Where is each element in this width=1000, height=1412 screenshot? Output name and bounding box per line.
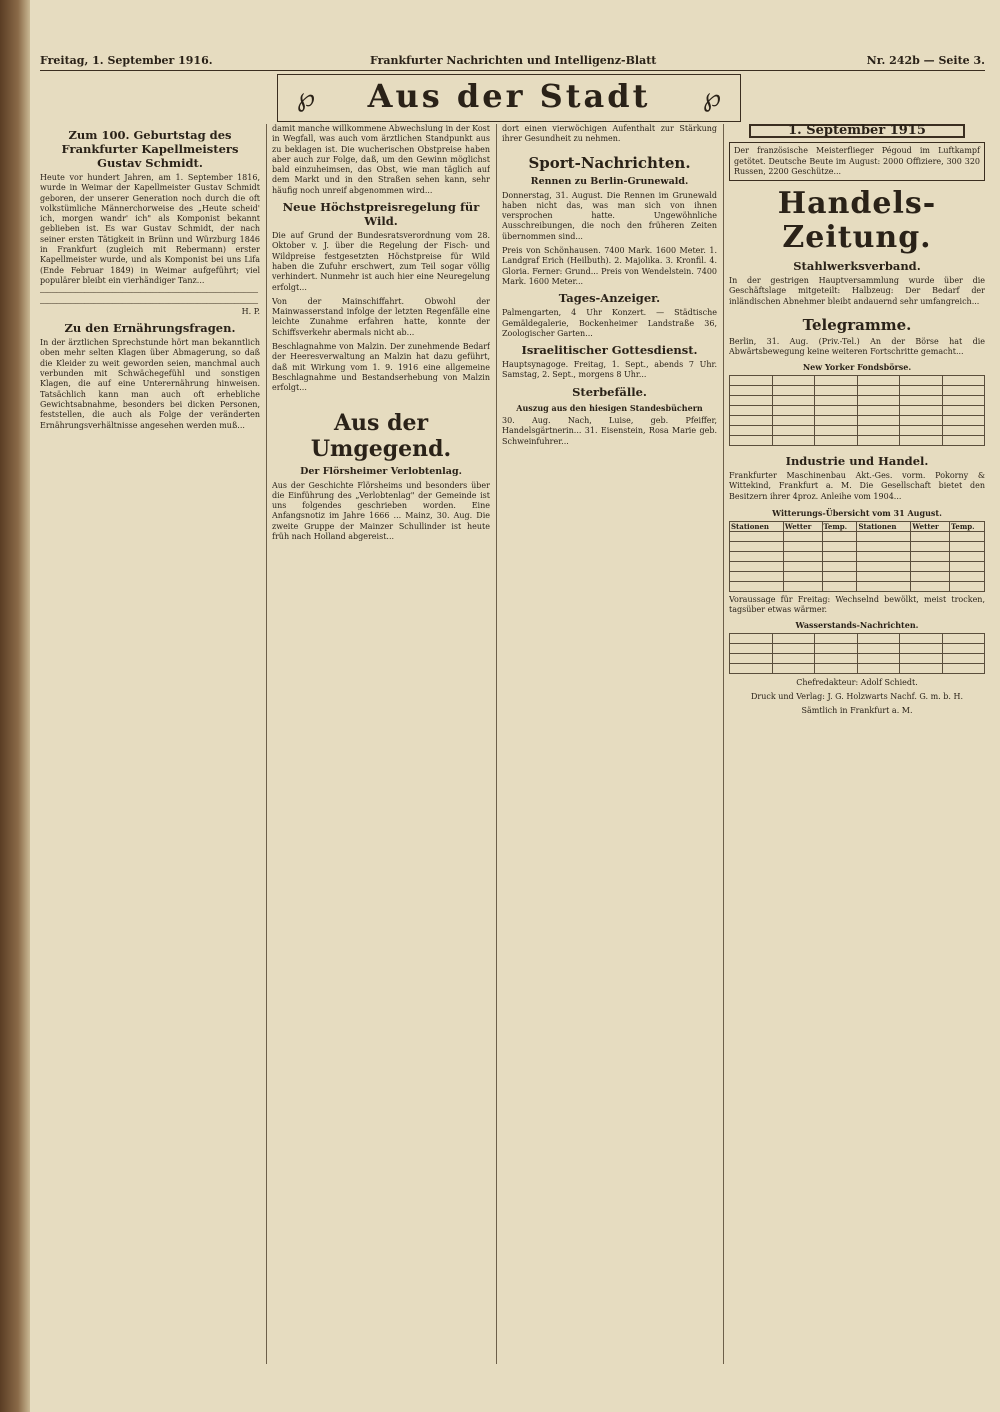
newspaper-page: [30, 0, 1000, 1412]
column-header: Temp.: [822, 522, 857, 532]
section-title: Aus der Stadt: [367, 77, 651, 115]
article-heading: Stahlwerksverband.: [793, 259, 921, 274]
column-2: [272, 124, 490, 1364]
column-3: [502, 124, 717, 1364]
header-publication: Frankfurter Nachrichten und Intelligenz-Blatt: [370, 54, 657, 67]
column-header: Stationen: [730, 522, 784, 532]
weather-forecast: Voraussage für Freitag: Wechselnd bewölkt, meist trocken, tagsüber etwas wärmer.: [729, 595, 985, 615]
page-header: [40, 54, 985, 70]
header-rule: [40, 70, 985, 71]
table-row: [730, 542, 985, 552]
column-header: Wetter: [911, 522, 950, 532]
article-heading: Industrie und Handel.: [785, 453, 929, 468]
section-heading: Aus der Umgegend.: [310, 409, 452, 462]
column-4: [729, 124, 985, 1364]
column-header: Wetter: [783, 522, 822, 532]
book-spine: [0, 0, 30, 1412]
table-title: New Yorker Fondsbörse.: [802, 361, 912, 372]
article-body: Die auf Grund der Bundesratsverordnung vom 28. Oktober v. J. über die Regelung der Fisch- und Wildpreise festgesetzten Höchstpreise für Wild haben die Zufuhr erschwert, zum Teil sogar völlig verhindert. Nunmehr ist auch hier eine Neuregelung erfolgt...: [272, 231, 490, 292]
column-header: Temp.: [949, 522, 984, 532]
table-row: [730, 634, 985, 644]
table-row: [730, 425, 985, 435]
article-body-continued: ــــــــــــــــــــــــــــــــــــــــــــــــــــــــــــــــــــــــــــــــــــــــــــــــــــــــــــــــــــــــــــــــــــــــــــــــــــــــــــــــــــــــــــــــــــــــــ: [40, 286, 258, 306]
table-row: [730, 435, 985, 445]
water-level-table: [729, 633, 985, 674]
article-body: Von der Mainschiffahrt. Obwohl der Mainwasserstand infolge der letzten Regenfälle eine leichte Zunahme erfahren hatte, konnte der Schiffsverkehr abermals nicht ab...: [272, 296, 490, 337]
article-heading: Israelitischer Gottesdienst.: [521, 343, 698, 358]
article-body: In der ärztlichen Sprechstunde hört man bekanntlich oben mehr selten Klagen über Abmagerung, so daß die Kleider zu weit geworden seien, manchmal auch verbunden mit Schwächegefühl und sonstigen Klagen, die auf eine Unterernährung hinweisen. Tatsächlich kann man auch oft erhebliche Gewichtsabnahme, besonders bei dicken Personen, feststellen, die auch als Folge der veränderten Ernährungsverhältnisse angesehen werden muß...: [40, 338, 260, 430]
article-body: Donnerstag, 31. August. Die Rennen im Grunewald haben nicht das, was man sich von ihnen versprochen hatte. Ungewöhnliche Ausschreibungen, die noch den früheren Zeiten übernommen sind...: [502, 190, 717, 241]
header-page-number: Nr. 242b — Seite 3.: [866, 54, 985, 67]
article-body: damit manche willkommene Abwechslung in der Kost in Wegfall, was auch vom ärztlichen Standpunkt aus zu beklagen ist. Die wucherischen Obstpreise haben aber auch zur Folge, daß, um den Gewinn möglichst bald einzuheimsen, das Obst, wie man täglich auf dem Markt und in den Straßen sehen kann, sehr häufig noch unreif abgenommen wird...: [272, 124, 490, 195]
column-divider: [496, 124, 497, 1364]
header-date: Freitag, 1. September 1916.: [40, 54, 213, 67]
table-row: [730, 415, 985, 425]
article-body: 30. Aug. Nach, Luise, geb. Pfeiffer, Handelsgärtnerin... 31. Eisenstein, Rosa Marie geb. Schweinfuhrer...: [502, 416, 717, 446]
table-row: [730, 654, 985, 664]
ornament-right-icon: ℘: [702, 83, 722, 113]
article-body: Preis von Schönhausen. 7400 Mark. 1600 Meter. 1. Landgraf Erich (Heilbuth). 2. Majolika. 3. Kronfil. 4. Gloria. Ferner: Grund... Preis von Wendelstein. 7400 Mark. 1600 Meter...: [502, 246, 717, 286]
table-row: [730, 395, 985, 405]
article-body: Frankfurter Maschinenbau Akt.-Ges. vorm. Pokorny & Wittekind, Frankfurt a. M. Die Gesellschaft bietet den Besitzern ihrer 4proz. Anleihe vom 1904...: [729, 470, 985, 501]
table-row: [730, 375, 985, 385]
table-row: [730, 405, 985, 415]
article-body: In der gestrigen Hauptversammlung wurde über die Geschäftslage mitgeteilt: Halbzeug: Der Bedarf der inländischen Abnehmer bleibt andauernd sehr umfangreich...: [729, 276, 985, 306]
article-heading: Zum 100. Geburtstag des Frankfurter Kapellmeisters Gustav Schmidt.: [61, 128, 239, 170]
location-credit: Sämtlich in Frankfurt a. M.: [801, 706, 913, 716]
section-heading: Handels-Zeitung.: [777, 186, 937, 256]
article-signature: H. P.: [241, 306, 260, 316]
table-row: [730, 572, 985, 582]
article-subheading: Auszug aus den hiesigen Standesbüchern: [516, 402, 703, 413]
table-row: [730, 644, 985, 654]
article-heading: Sterbefälle.: [572, 384, 647, 399]
table-row: [730, 552, 985, 562]
anniversary-date-box: 1. September 1915: [749, 124, 965, 138]
table-row: [730, 664, 985, 674]
anniversary-notice: Der französische Meisterflieger Pégoud im Luftkampf getötet. Deutsche Beute im August: 2000 Offiziere, 300 320 Russen, 2200 Geschütze...: [729, 142, 985, 181]
printer-credit: Druck und Verlag: J. G. Holzwarts Nachf. G. m. b. H.: [750, 692, 963, 702]
article-body: Beschlagnahme von Malzin. Der zunehmende Bedarf der Heeresverwaltung an Malzin hat dazu geführt, daß mit Wirkung vom 1. 9. 1916 eine allgemeine Beschlagnahme und Bestandserhebung von Malzin erfolgt...: [272, 342, 490, 393]
article-heading: Neue Höchstpreisregelung für Wild.: [282, 200, 480, 229]
article-body: dort einen vierwöchigen Aufenthalt zur Stärkung ihrer Gesundheit zu nehmen.: [502, 124, 717, 144]
article-body: Hauptsynagoge. Freitag, 1. Sept., abends 7 Uhr. Samstag, 2. Sept., morgens 8 Uhr...: [502, 360, 717, 380]
table-title: Wasserstands-Nachrichten.: [795, 619, 919, 630]
column-divider: [266, 124, 267, 1364]
article-body: Palmengarten, 4 Uhr Konzert. — Städtische Gemäldegalerie, Bockenheimer Landstraße 36, Zoologischer Garten...: [502, 308, 717, 338]
article-body: Heute vor hundert Jahren, am 1. September 1816, wurde in Weimar der Kapellmeister Gustav Schmidt geboren, der unserer Generation noch durch die oft volkstümliche Männerchorweise des „Heute scheid' ich, morgen wandr' ich" als Komponist bekannt geblieben ist. Es war Gustav Schmidt, der nach seiner ersten Tätigkeit in Brünn und Würzburg 1846 in Frankfurt (zugleich mit Rebermann) erster Kapellmeister wurde, und als Komponist bei uns Lifa (Ende Februar 1849) in Weimar aufgeführt; viel populärer bleibt ein vierhändiger Tanz...: [40, 173, 260, 285]
editor-credit: Chefredakteur: Adolf Schiedt.: [796, 678, 918, 688]
table-row: [730, 582, 985, 592]
article-heading: Tages-Anzeiger.: [558, 291, 661, 306]
article-heading: Telegramme.: [802, 316, 912, 335]
article-body: Aus der Geschichte Flörsheims und besonders über die Einführung des „Verlobtenlag" der Gemeinde ist uns folgendes geschrieben worden. Eine Anfangsnotiz im Jahre 1666 ... Mainz, 30. Aug. Die zweite Gruppe der Mainzer Schullinder ist heute früh nach Holland abgereist...: [272, 480, 490, 542]
table-row: [730, 385, 985, 395]
section-masthead: [277, 74, 741, 122]
article-heading: Sport-Nachrichten.: [528, 153, 691, 172]
article-subheading: Rennen zu Berlin-Grunewald.: [530, 175, 689, 187]
table-title: Witterungs-Übersicht vom 31 August.: [772, 507, 942, 518]
article-heading: Der Flörsheimer Verlobtenlag.: [300, 465, 462, 477]
column-1: [40, 124, 260, 1364]
column-divider: [723, 124, 724, 1364]
ornament-left-icon: ℘: [296, 83, 316, 113]
article-heading: Zu den Ernährungsfragen.: [64, 321, 236, 336]
table-row: [730, 562, 985, 572]
stock-table: [729, 375, 985, 446]
table-row: [730, 532, 985, 542]
weather-table: [729, 521, 985, 592]
article-body: Berlin, 31. Aug. (Priv.-Tel.) An der Börse hat die Abwärtsbewegung keine weiteren Fortschritte gemacht...: [729, 337, 985, 357]
column-header: Stationen: [857, 522, 911, 532]
table-header-row: [730, 522, 985, 532]
